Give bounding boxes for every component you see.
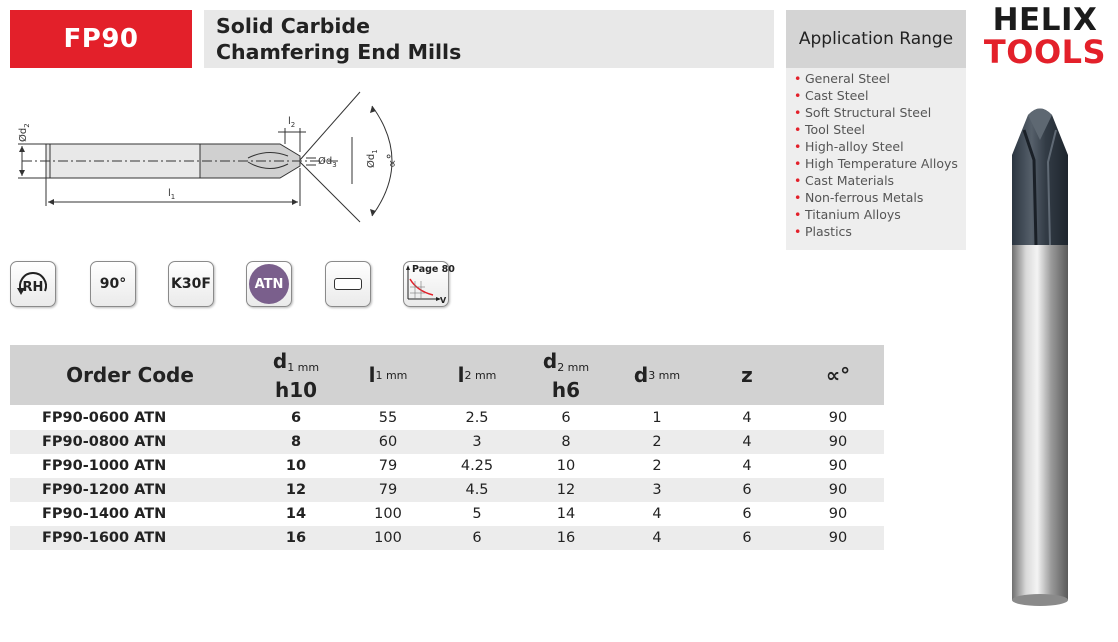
cell-z: 4 (742, 410, 752, 426)
table-row (10, 454, 884, 478)
header-d2: $d_{2 mm}$ h6 (542, 348, 590, 402)
cell-d2: 16 (556, 530, 576, 546)
label-d3: $Ød_3$ (318, 156, 337, 169)
application-range-list (794, 70, 958, 240)
header-l1: l 1 mm (368, 363, 408, 387)
application-range-item: • Soft Structural Steel (794, 105, 932, 120)
application-range-item: • General Steel (794, 71, 890, 86)
cell-z: 6 (742, 506, 752, 522)
cell-alpha: 90 (828, 434, 848, 450)
bullet-icon: • (794, 88, 802, 103)
title-line-1: Solid Carbide (216, 14, 370, 38)
cell-l2: 2.5 (465, 410, 489, 426)
rh-icon (10, 261, 56, 307)
cell-code: FP90-1400 ATN (42, 506, 167, 522)
product-code: FP90 (63, 24, 139, 54)
cell-d3: 1 (652, 410, 662, 426)
cell-z: 6 (742, 482, 752, 498)
application-range-item: • High-alloy Steel (794, 139, 904, 154)
cell-l2: 6 (472, 530, 482, 546)
cell-d1: 16 (285, 530, 307, 546)
application-range-item: • Titanium Alloys (794, 207, 901, 222)
label-l1: $l_1$ (168, 188, 176, 201)
cell-d3: 2 (652, 434, 662, 450)
cell-code: FP90-1200 ATN (42, 482, 167, 498)
header-alpha: ∝° (825, 363, 851, 387)
cell-z: 4 (742, 434, 752, 450)
header-z: z (741, 363, 753, 387)
cell-code: FP90-1600 ATN (42, 530, 167, 546)
cell-d1: 8 (290, 434, 302, 450)
application-range-item: • Cast Steel (794, 88, 869, 103)
cell-d3: 2 (652, 458, 662, 474)
bullet-icon: • (794, 173, 802, 188)
product-code-badge (10, 10, 192, 68)
cell-alpha: 90 (828, 482, 848, 498)
cell-l2: 3 (472, 434, 482, 450)
svg-text:V: V (440, 296, 447, 305)
bullet-icon: • (794, 207, 802, 222)
bullet-icon: • (794, 122, 802, 137)
bullet-icon: • (794, 139, 802, 154)
cell-alpha: 90 (828, 530, 848, 546)
cell-z: 4 (742, 458, 752, 474)
application-range-title-text: Application Range (798, 29, 954, 49)
application-range-item: • Cast Materials (794, 173, 895, 188)
rotation-arrow-icon (13, 264, 53, 304)
header-d3: d 3 mm (633, 363, 681, 387)
bullet-icon: • (794, 224, 802, 239)
table-row (10, 406, 884, 430)
bullet-icon: • (794, 190, 802, 205)
application-range-item: • Tool Steel (794, 122, 865, 137)
cell-code: FP90-1000 ATN (42, 458, 167, 474)
table-row (10, 478, 884, 502)
cell-d3: 4 (652, 530, 662, 546)
cell-d2: 14 (556, 506, 576, 522)
label-d2: $Ød_2$ (18, 123, 31, 142)
cell-l1: 100 (374, 530, 402, 546)
application-range-title (786, 10, 966, 68)
cell-d2: 6 (561, 410, 571, 426)
brand-logo-line-2: TOOLS (983, 33, 1107, 71)
cell-d1: 12 (285, 482, 307, 498)
cell-l1: 100 (374, 506, 402, 522)
page-80-icon (403, 261, 455, 307)
technical-drawing (10, 92, 410, 227)
cell-d1: 6 (290, 410, 302, 426)
cell-l1: 79 (378, 482, 398, 498)
shank-icon (325, 261, 371, 307)
table-row (10, 430, 884, 454)
header-order-code: Order Code (66, 363, 194, 387)
cell-l2: 4.25 (460, 458, 494, 474)
label-alpha: ∝° (385, 153, 399, 168)
table-row (10, 526, 884, 550)
cell-l2: 5 (472, 506, 482, 522)
header-d1: $d_{1 mm}$ h10 (272, 348, 320, 402)
atn-coating-badge: ATN (249, 264, 289, 304)
k30f-label: K30F (171, 276, 211, 292)
label-d1: $Ød_1$ (366, 149, 379, 168)
product-title (204, 10, 774, 68)
cell-code: FP90-0800 ATN (42, 434, 167, 450)
cell-d3: 3 (652, 482, 662, 498)
end-mill-photo (990, 100, 1090, 620)
svg-text:Page 80: Page 80 (412, 264, 455, 275)
header-l2: l 2 mm (457, 363, 497, 387)
k30f-icon (168, 261, 214, 307)
cell-alpha: 90 (828, 458, 848, 474)
angle-90-label: 90° (99, 276, 127, 292)
bullet-icon: • (794, 156, 802, 171)
label-l2: $l_2$ (288, 116, 296, 129)
application-range-item: • Non-ferrous Metals (794, 190, 924, 205)
plain-shank-icon (334, 278, 362, 290)
cell-alpha: 90 (828, 506, 848, 522)
bullet-icon: • (794, 105, 802, 120)
cell-d2: 10 (556, 458, 576, 474)
angle-90-icon (90, 261, 136, 307)
bullet-icon: • (794, 71, 802, 86)
cell-l1: 60 (378, 434, 398, 450)
cell-d1: 10 (285, 458, 307, 474)
cell-code: FP90-0600 ATN (42, 410, 167, 426)
cell-l1: 55 (378, 410, 398, 426)
cell-d3: 4 (652, 506, 662, 522)
cell-l1: 79 (378, 458, 398, 474)
table-row (10, 502, 884, 526)
svg-text:RH: RH (22, 280, 44, 295)
application-range-item: • Plastics (794, 224, 852, 239)
cutting-data-chart-icon (403, 261, 455, 307)
atn-icon (246, 261, 292, 307)
brand-logo-line-1: HELIX (992, 2, 1098, 38)
application-range-item: • High Temperature Alloys (794, 156, 958, 171)
cell-d2: 12 (556, 482, 576, 498)
cell-z: 6 (742, 530, 752, 546)
cell-alpha: 90 (828, 410, 848, 426)
cell-l2: 4.5 (465, 482, 489, 498)
title-line-2: Chamfering End Mills (216, 40, 462, 64)
cell-d1: 14 (285, 506, 307, 522)
cell-d2: 8 (561, 434, 571, 450)
